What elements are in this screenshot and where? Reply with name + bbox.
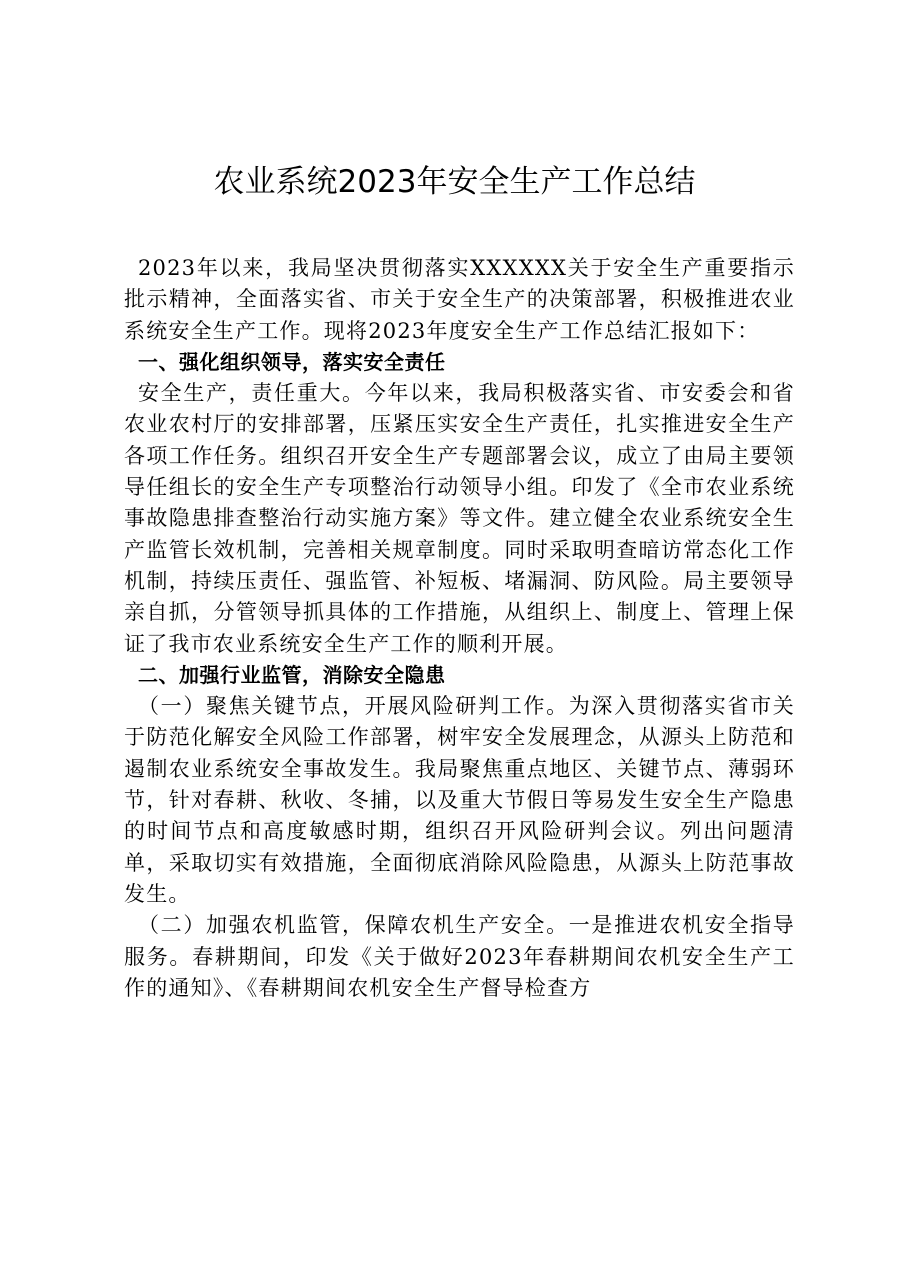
document-title: 农业系统2023年安全生产工作总结 — [213, 164, 696, 200]
document-body — [124, 253, 795, 1004]
section-1-heading: 一、强化组织领导，落实安全责任 — [138, 349, 446, 374]
section-2-item-2-text: 一是推进农机安全指导服务。春耕期间，印发《关于做好2023年春耕期间农机安全生产工作的通知》、《春耕期间农机安全生产督导检查方 — [124, 913, 795, 1000]
section-2-item-2-lead: （二）加强农机监管，保障农机生产安全。 — [138, 913, 569, 938]
section-1-paragraph: 安全生产，责任重大。今年以来，我局积极落实省、市安委会和省农业农村厅的安排部署，压紧压实安全生产责任，扎实推进安全生产各项工作任务。组织召开安全生产专题部署会议，成立了由局主要领导任组长的安全生产专项整治行动领导小组。印发了《全市农业系统事故隐患排查整治行动实施方案》等文件。建立健全农业系统安全生产监管长效机制，完善相关规章制度。同时采取明查暗访常态化工作机制，持续压责任、强监管、补短板、堵漏洞、防风险。局主要领导亲自抓，分管领导抓具体的工作措施，从组织上、制度上、管理上保证了我市农业系统安全生产工作的顺利开展。 — [124, 381, 795, 656]
intro-paragraph: 2023年以来，我局坚决贯彻落实XXXXXX关于安全生产重要指示批示精神，全面落实省、市关于安全生产的决策部署，积极推进农业系统安全生产工作。现将2023年度安全生产工作总结汇报如下： — [124, 256, 795, 343]
section-2-item-2 — [124, 910, 795, 1004]
section-2-item-1 — [124, 691, 795, 910]
section-2-item-1-text: 为深入贯彻落实省市关于防范化解安全风险工作部署，树牢安全发展理念，从源头上防范和遏制农业系统安全事故发生。我局聚焦重点地区、关键节点、薄弱环节，针对春耕、秋收、冬捕，以及重大节假日等易发生安全生产隐患的时间节点和高度敏感时期，组织召开风险研判会议。列出问题清单，采取切实有效措施，全面彻底消除风险隐患，从源头上防范事故发生。 — [124, 694, 795, 906]
section-2-heading: 二、加强行业监管，消除安全隐患 — [138, 662, 446, 687]
section-2-item-1-lead: （一）聚焦关键节点，开展风险研判工作。 — [138, 694, 569, 719]
